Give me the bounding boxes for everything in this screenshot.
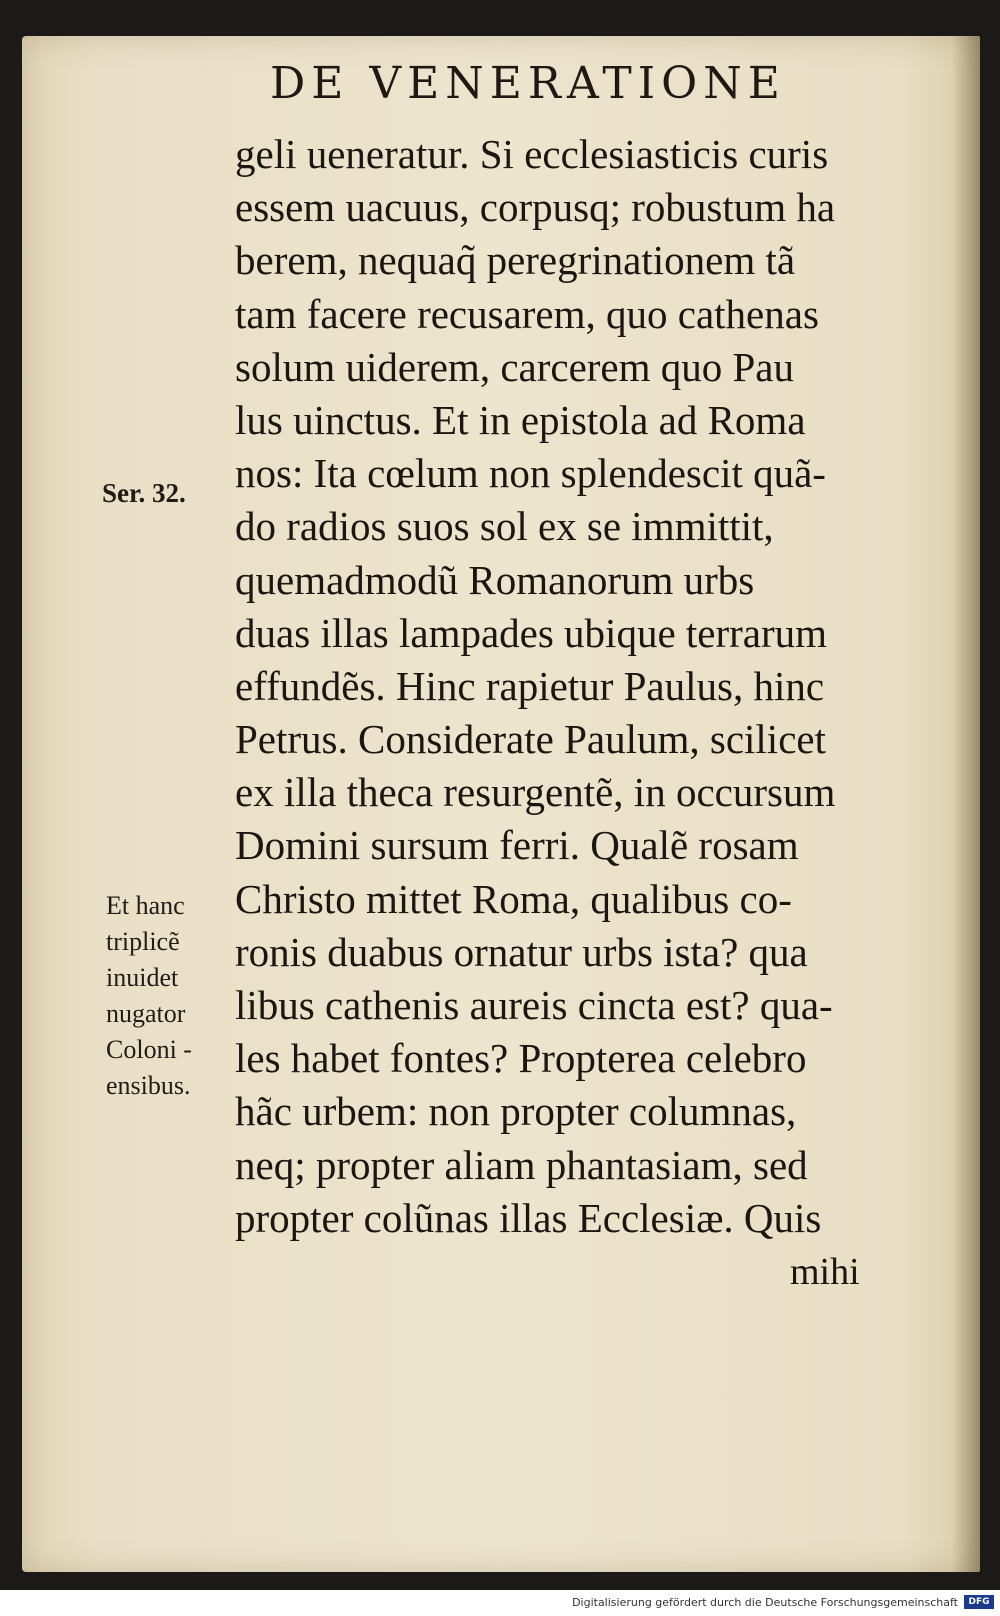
- body-text: [235, 128, 895, 1245]
- text-line: solum uiderem, carcerem quo Pau: [235, 343, 795, 390]
- text-line: do radios suos sol ex se immittit,: [235, 503, 774, 550]
- margin-reference: Ser. 32.: [102, 478, 186, 508]
- text-line: ronis duabus ornatur urbs ista? qua: [235, 928, 808, 975]
- text-line: ex illa theca resurgentẽ, in occursum: [235, 769, 836, 816]
- funding-credit: Digitalisierung gefördert durch die Deutsche Forschungsgemeinschaft: [572, 1596, 958, 1609]
- text-line: Domini sursum ferri. Qualẽ rosam: [235, 822, 799, 869]
- running-head: DE VENERATIONE: [270, 58, 786, 109]
- margin-note-line: inuidet: [106, 963, 179, 992]
- margin-note-line: nugator: [106, 999, 186, 1028]
- text-line: hãc urbem: non propter columnas,: [235, 1088, 797, 1135]
- text-line: libus cathenis aureis cincta est? qua-: [235, 982, 833, 1028]
- dfg-logo: DFG: [964, 1595, 994, 1609]
- margin-note-line: Coloni -: [106, 1035, 192, 1064]
- text-line: essem uacuus, corpusq; robustum ha: [235, 184, 836, 231]
- text-line: tam facere recusarem, quo cathenas: [235, 290, 819, 337]
- text-line: Christo mittet Roma, qualibus co-: [235, 875, 792, 922]
- spine-shadow: [952, 36, 980, 1572]
- margin-note-line: ensibus.: [106, 1071, 191, 1100]
- catchword: mihi: [790, 1251, 860, 1293]
- text-line: effundẽs. Hinc rapietur Paulus, hinc: [235, 662, 825, 709]
- margin-note-line: Et hanc: [106, 891, 185, 920]
- text-line: nos: Ita cœlum non splendescit quã-: [235, 450, 826, 497]
- text-line: propter colũnas illas Ecclesiæ. Quis: [235, 1194, 822, 1241]
- text-line: berem, nequaq̃ peregrinationem tã: [235, 237, 796, 284]
- text-line: Petrus. Considerate Paulum, scilicet: [235, 716, 826, 763]
- margin-note: [106, 888, 236, 1104]
- text-line: les habet fontes? Propterea celebro: [235, 1035, 807, 1082]
- text-line: lus uinctus. Et in epistola ad Roma: [235, 396, 806, 443]
- text-line: quemadmodũ Romanorum urbs: [235, 556, 755, 603]
- text-line: geli ueneratur. Si ecclesiasticis curis: [235, 131, 829, 177]
- text-line: neq; propter aliam phantasiam, sed: [235, 1141, 808, 1188]
- margin-note-line: triplicẽ: [106, 927, 180, 956]
- text-line: duas illas lampades ubique terrarum: [235, 609, 828, 656]
